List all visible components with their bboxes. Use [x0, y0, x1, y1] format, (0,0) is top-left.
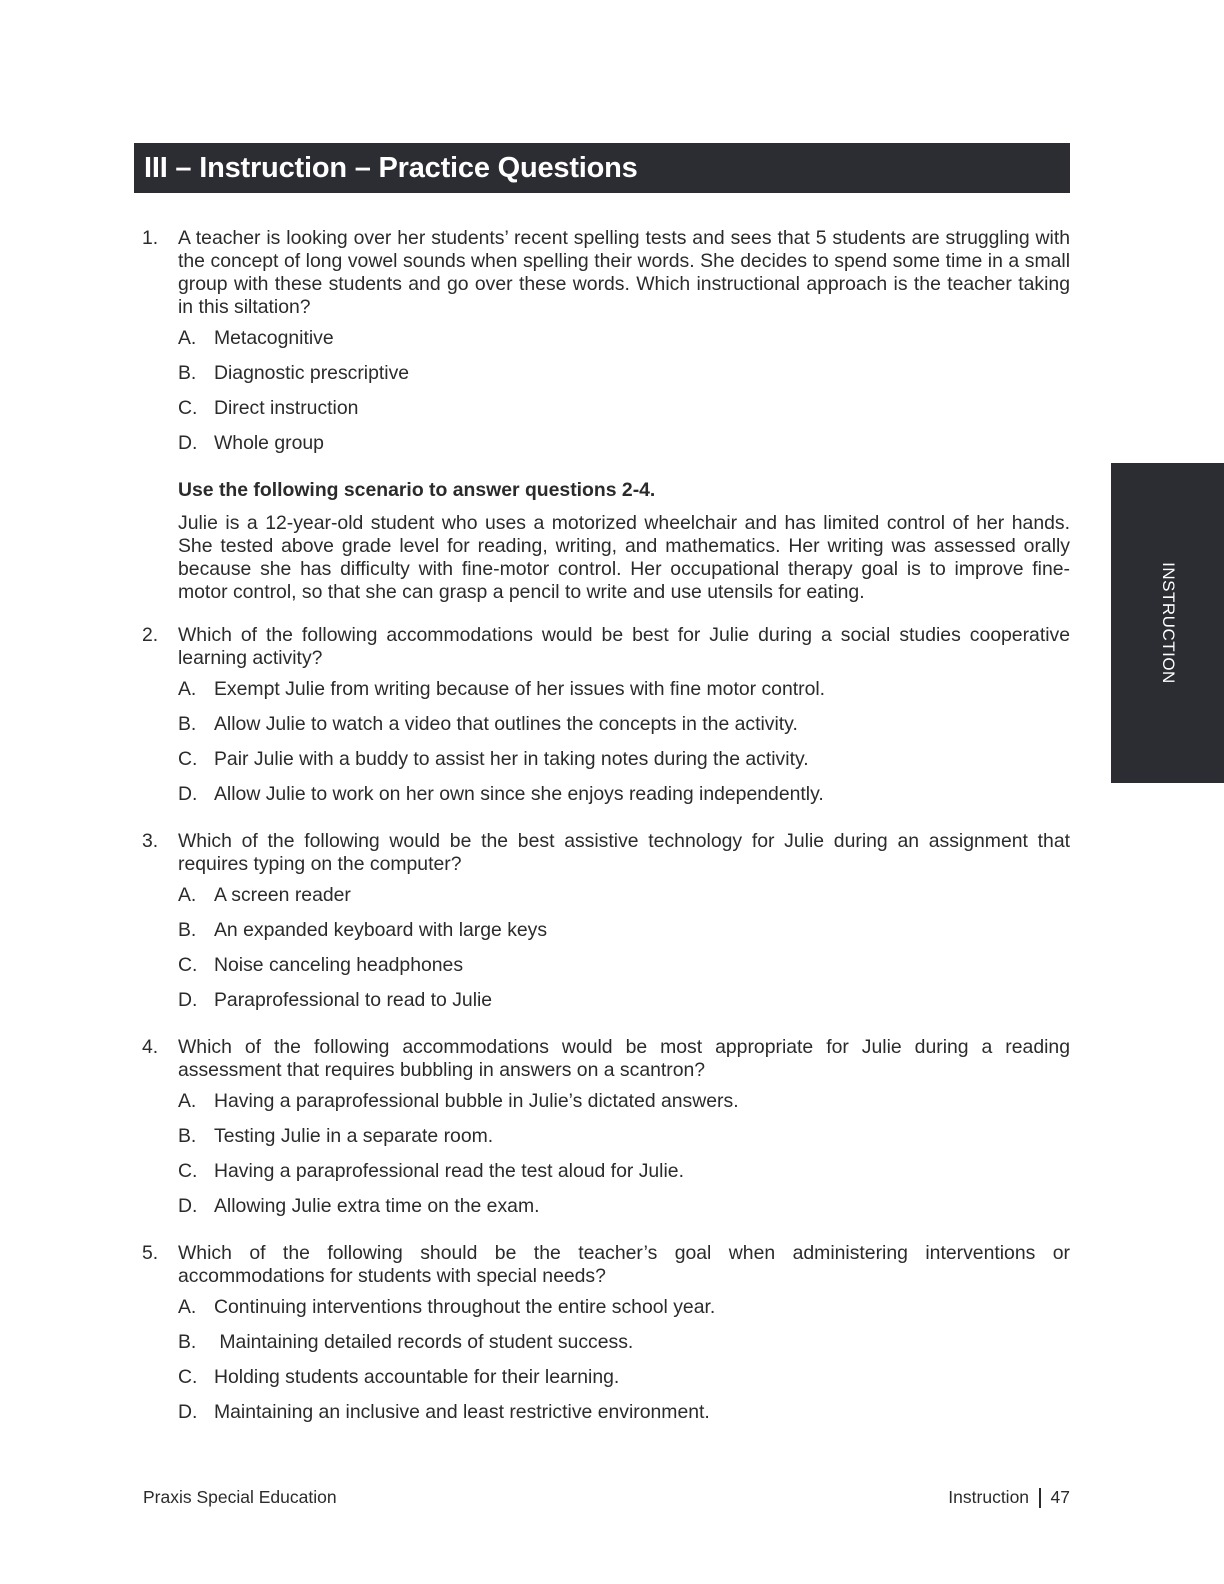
option-letter: A. — [178, 327, 197, 349]
question-body — [178, 1036, 1070, 1230]
answer-option — [178, 1401, 1070, 1436]
question-2 — [142, 624, 1070, 818]
answer-option — [178, 1296, 1070, 1331]
answer-option — [178, 989, 1070, 1024]
question-4 — [142, 1036, 1070, 1230]
option-text: Pair Julie with a buddy to assist her in taking notes during the activity. — [214, 748, 809, 770]
option-letter: D. — [178, 432, 198, 454]
answer-option — [178, 678, 1070, 713]
option-letter: B. — [178, 919, 197, 941]
question-body — [178, 227, 1070, 467]
question-number: 5. — [142, 1242, 159, 1264]
option-text: Having a paraprofessional read the test aloud for Julie. — [214, 1160, 684, 1182]
option-text: Testing Julie in a separate room. — [214, 1125, 494, 1147]
option-letter: D. — [178, 989, 198, 1011]
footer-page-number: 47 — [1050, 1487, 1070, 1507]
answer-option — [178, 1160, 1070, 1195]
option-letter: C. — [178, 748, 198, 770]
answer-option — [178, 954, 1070, 989]
answer-options — [178, 678, 1070, 818]
option-letter: B. — [178, 1331, 197, 1353]
question-5 — [142, 1242, 1070, 1436]
answer-options — [178, 327, 1070, 467]
option-text: Holding students accountable for their learning. — [214, 1366, 620, 1388]
option-text: A screen reader — [214, 884, 351, 906]
question-number: 2. — [142, 624, 159, 646]
option-text: Metacognitive — [214, 327, 334, 349]
option-letter: C. — [178, 397, 198, 419]
answer-options — [178, 1090, 1070, 1230]
option-text: Direct instruction — [214, 397, 359, 419]
answer-option — [178, 1331, 1070, 1366]
question-text: Which of the following should be the teacher’s goal when administering interventions or accommodations for students with special needs? — [178, 1242, 1070, 1287]
answer-option — [178, 1090, 1070, 1125]
scenario-heading: Use the following scenario to answer questions 2-4. — [178, 479, 656, 501]
answer-option — [178, 327, 1070, 362]
footer-book-title: Praxis Special Education — [143, 1487, 337, 1507]
question-body — [178, 830, 1070, 1024]
option-text: Paraprofessional to read to Julie — [214, 989, 493, 1011]
option-letter: A. — [178, 678, 197, 700]
option-letter: C. — [178, 1366, 198, 1388]
answer-option — [178, 748, 1070, 783]
footer-divider — [1039, 1488, 1041, 1508]
question-number: 1. — [142, 227, 159, 249]
question-number: 4. — [142, 1036, 159, 1058]
answer-options — [178, 1296, 1070, 1436]
option-text: Exempt Julie from writing because of her issues with fine motor control. — [214, 678, 826, 700]
side-tab-label: INSTRUCTION — [1159, 562, 1178, 684]
questions-content — [142, 227, 1070, 1448]
option-letter: A. — [178, 1090, 197, 1112]
scenario-block — [178, 479, 1070, 604]
option-letter: A. — [178, 884, 197, 906]
answer-option — [178, 1366, 1070, 1401]
question-text: Which of the following would be the best assistive technology for Julie during an assignment that requires typing on the computer? — [178, 830, 1070, 875]
section-header — [134, 143, 1070, 193]
option-letter: C. — [178, 954, 198, 976]
question-body — [178, 624, 1070, 818]
side-tab — [1111, 463, 1224, 783]
answer-option — [178, 362, 1070, 397]
answer-option — [178, 783, 1070, 818]
option-letter: D. — [178, 783, 198, 805]
option-text: Allowing Julie extra time on the exam. — [214, 1195, 540, 1217]
option-text: Noise canceling headphones — [214, 954, 464, 976]
question-1 — [142, 227, 1070, 467]
question-text: Which of the following accommodations would be most appropriate for Julie during a reading assessment that requires bubbling in answers on a scantron? — [178, 1036, 1070, 1081]
answer-option — [178, 884, 1070, 919]
page-title: III – Instruction – Practice Questions — [144, 151, 638, 184]
question-3 — [142, 830, 1070, 1024]
option-text: Allow Julie to watch a video that outlines the concepts in the activity. — [214, 713, 798, 735]
option-letter: B. — [178, 1125, 197, 1147]
footer-page-info — [948, 1487, 1070, 1508]
question-body — [178, 1242, 1070, 1436]
answer-option — [178, 397, 1070, 432]
option-letter: B. — [178, 713, 197, 735]
option-text: An expanded keyboard with large keys — [214, 919, 548, 941]
option-text: Continuing interventions throughout the entire school year. — [214, 1296, 716, 1318]
option-text: Having a paraprofessional bubble in Julie’s dictated answers. — [214, 1090, 739, 1112]
option-text: Maintaining detailed records of student success. — [214, 1331, 634, 1353]
option-text: Whole group — [214, 432, 324, 454]
option-text: Allow Julie to work on her own since she enjoys reading independently. — [214, 783, 824, 805]
option-letter: D. — [178, 1195, 198, 1217]
question-text: Which of the following accommodations would be best for Julie during a social studies cooperative learning activity? — [178, 624, 1070, 669]
answer-option — [178, 1125, 1070, 1160]
answer-options — [178, 884, 1070, 1024]
answer-option — [178, 919, 1070, 954]
option-letter: B. — [178, 362, 197, 384]
option-text: Maintaining an inclusive and least restrictive environment. — [214, 1401, 710, 1423]
scenario-text: Julie is a 12-year-old student who uses a motorized wheelchair and has limited control of her hands. She tested above grade level for reading, writing, and mathematics. Her writing was assessed orally because she has difficulty with fine-motor control. Her occupational therapy goal is to improve fine-motor control, so that she can grasp a pencil to write and use utensils for eating. — [178, 512, 1070, 603]
answer-option — [178, 1195, 1070, 1230]
question-number: 3. — [142, 830, 159, 852]
footer-section: Instruction — [948, 1487, 1030, 1507]
answer-option — [178, 713, 1070, 748]
answer-option — [178, 432, 1070, 467]
option-text: Diagnostic prescriptive — [214, 362, 410, 384]
option-letter: D. — [178, 1401, 198, 1423]
option-letter: C. — [178, 1160, 198, 1182]
option-letter: A. — [178, 1296, 197, 1318]
question-text: A teacher is looking over her students’ recent spelling tests and sees that 5 students are struggling with the concept of long vowel sounds when spelling their words. She decides to spend some time in a small group with these students and go over these words. Which instructional approach is the teacher taking in this siltation? — [178, 227, 1070, 318]
